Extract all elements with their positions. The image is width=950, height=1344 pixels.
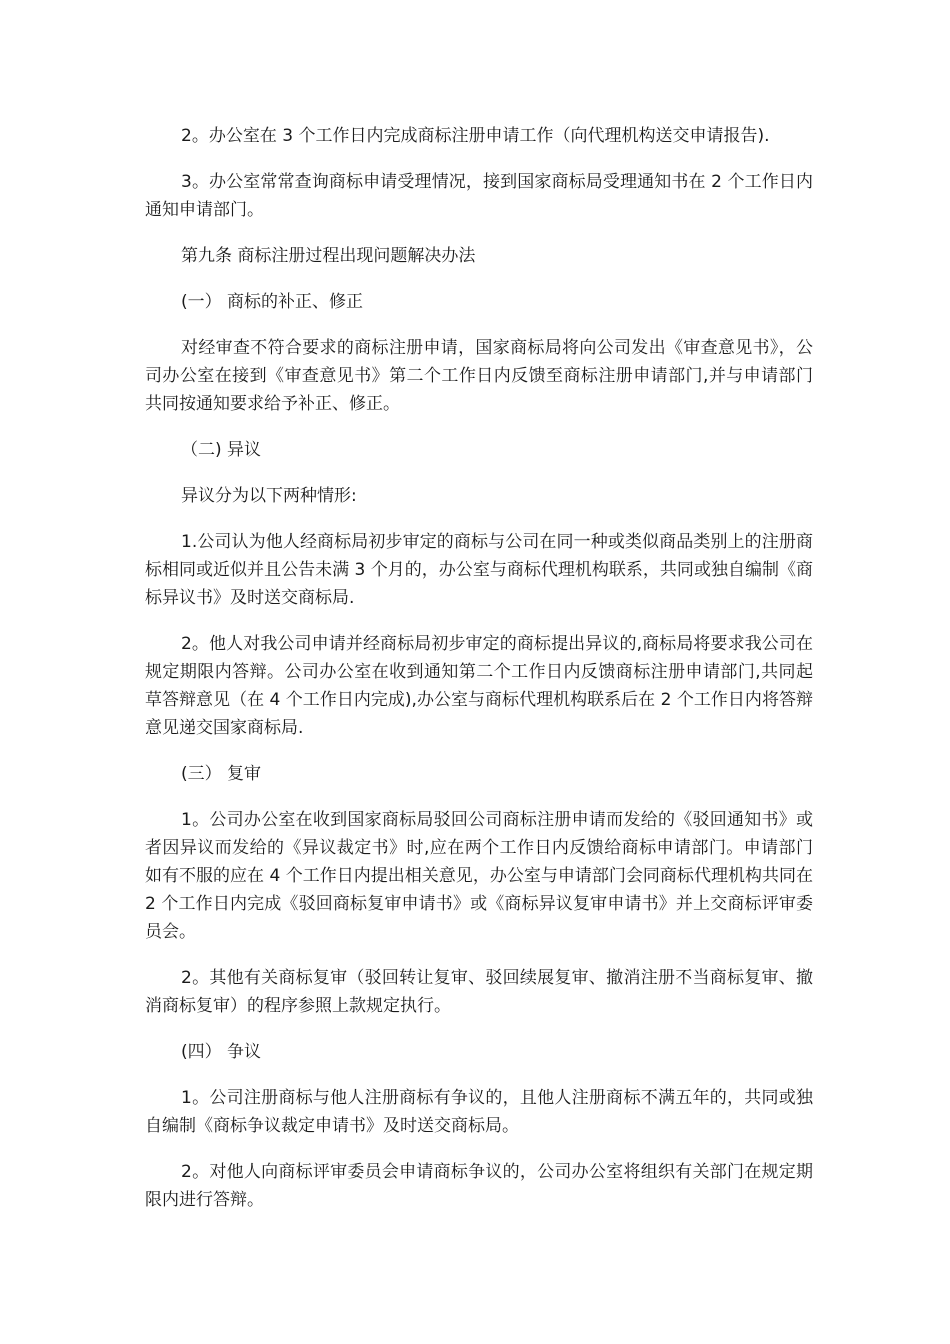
document-page bbox=[145, 122, 813, 1232]
section-two-item-2: 2。他人对我公司申请并经商标局初步审定的商标提出异议的,商标局将要求我公司在规定期限内答辩。公司办公室在收到通知第二个工作日内反馈商标注册申请部门,共同起草答辩意见（在 4 个工作日内完成),办公室与商标代理机构联系后在 2 个工作日内将答辩意见递交国家商标局. bbox=[145, 634, 813, 738]
section-one-heading: (一） 商标的补正、修正 bbox=[181, 292, 364, 312]
section-three-item-1: 1。公司办公室在收到国家商标局驳回公司商标注册申请而发给的《驳回通知书》或者因异议而发给的《异议裁定书》时,应在两个工作日内反馈给商标申请部门。申请部门如有不服的应在 4 个工作日内提出相关意见，办公室与申请部门会同商标代理机构共同在 2 个工作日内完成《驳回商标复审申请书》或《商标异议复审申请书》并上交商标评审委员会。 bbox=[145, 810, 813, 942]
section-two-intro: 异议分为以下两种情形: bbox=[181, 486, 357, 506]
section-three-heading: (三） 复审 bbox=[181, 764, 262, 784]
paragraph-item-2: 2。办公室在 3 个工作日内完成商标注册申请工作（向代理机构送交申请报告). bbox=[181, 126, 770, 146]
section-four-item-1: 1。公司注册商标与他人注册商标有争议的，且他人注册商标不满五年的，共同或独自编制《商标争议裁定申请书》及时送交商标局。 bbox=[145, 1088, 813, 1136]
article-nine-heading: 第九条 商标注册过程出现问题解决办法 bbox=[181, 246, 476, 266]
paragraph-item-3: 3。办公室常常查询商标申请受理情况，接到国家商标局受理通知书在 2 个工作日内通知申请部门。 bbox=[145, 172, 813, 220]
section-two-item-1: 1.公司认为他人经商标局初步审定的商标与公司在同一种或类似商品类别上的注册商标相同或近似并且公告未满 3 个月的，办公室与商标代理机构联系，共同或独自编制《商标异议书》及时送交商标局. bbox=[145, 532, 813, 608]
section-two-heading: （二) 异议 bbox=[181, 440, 262, 460]
section-four-heading: (四） 争议 bbox=[181, 1042, 262, 1062]
section-three-item-2: 2。其他有关商标复审（驳回转让复审、驳回续展复审、撤消注册不当商标复审、撤消商标复审）的程序参照上款规定执行。 bbox=[145, 968, 813, 1016]
section-four-item-2: 2。对他人向商标评审委员会申请商标争议的，公司办公室将组织有关部门在规定期限内进行答辩。 bbox=[145, 1162, 813, 1210]
section-one-body: 对经审查不符合要求的商标注册申请，国家商标局将向公司发出《审查意见书》，公司办公室在接到《审查意见书》第二个工作日内反馈至商标注册申请部门,并与申请部门共同按通知要求给予补正、修正。 bbox=[145, 338, 813, 414]
